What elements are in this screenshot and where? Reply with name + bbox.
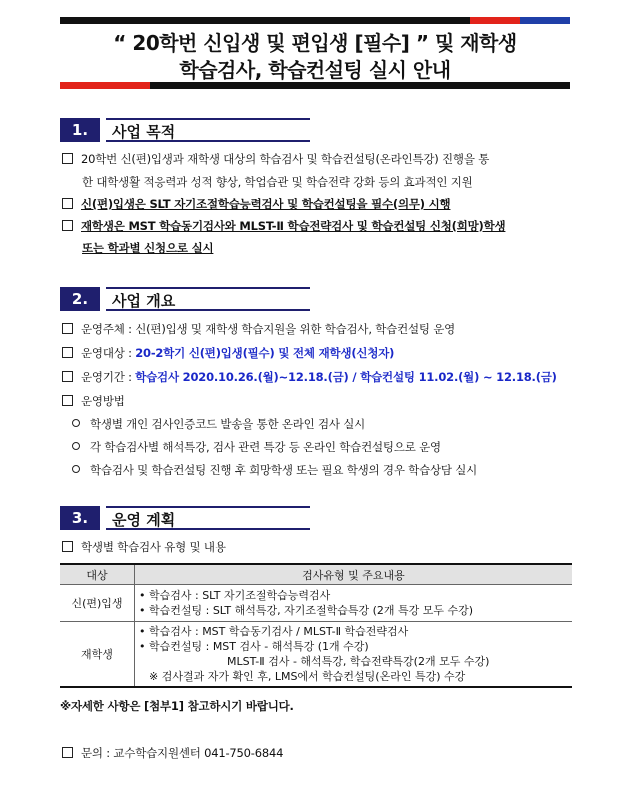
table-cell-target: 재학생	[60, 622, 135, 688]
content-line: • 학습검사 : MST 학습동기검사 / MLST-Ⅱ 학습전략검사	[139, 625, 409, 638]
table-row	[60, 585, 572, 622]
checkbox-square-icon	[62, 323, 73, 334]
content-line: • 학습컨설팅 : SLT 해석특강, 자기조절학습특강 (2개 특강 모두 수강)	[139, 604, 474, 617]
table-header-row	[60, 564, 572, 585]
content-line: ※ 검사결과 자가 확인 후, LMS에서 학습컨설팅(온라인 특강) 수강	[149, 670, 466, 683]
purpose-item-3: 재학생은 MST 학습동기검사와 MLST-Ⅱ 학습전략검사 및 학습컨설팅 신청(희망)학생	[62, 218, 505, 234]
purpose-item-1: 20학번 신(편)입생과 재학생 대상의 학습검사 및 학습컨설팅(온라인특강) 진행을 통	[62, 151, 489, 167]
purpose-item-2: 신(편)입생은 SLT 자기조절학습능력검사 및 학습컨설팅을 필수(의무) 시행	[62, 196, 450, 212]
checkbox-square-icon	[62, 347, 73, 358]
content-line: MLST-Ⅱ 검사 - 해석특강, 학습전략특강(2개 모두 수강)	[227, 655, 490, 668]
method-item: 각 학습검사별 해석특강, 검사 관련 특강 등 온라인 학습컨설팅으로 운영	[72, 439, 441, 455]
table-cell-target: 신(편)입생	[60, 585, 135, 622]
section-title: 사업 개요	[106, 287, 310, 311]
table-header-cell: 검사유형 및 주요내용	[135, 564, 573, 585]
contact-line: 문의 : 교수학습지원센터 041-750-6844	[62, 745, 283, 761]
attachment-note: ※자세한 사항은 [첨부1] 참고하시기 바랍니다.	[60, 699, 294, 713]
plan-intro: 학생별 학습검사 유형 및 내용	[62, 539, 226, 555]
table-cell-content	[135, 622, 573, 688]
section-number: 2.	[60, 287, 100, 311]
overview-method: 운영방법	[62, 393, 125, 409]
table-cell-content	[135, 585, 573, 622]
checkbox-square-icon	[62, 198, 73, 209]
section-header-1	[60, 118, 310, 144]
checkbox-square-icon	[62, 541, 73, 552]
checkbox-square-icon	[62, 220, 73, 231]
circle-bullet-icon	[72, 465, 80, 473]
plan-table	[60, 563, 572, 688]
overview-host: 운영주체 : 신(편)입생 및 재학생 학습지원을 위한 학습검사, 학습컨설팅 운영	[62, 321, 455, 337]
page-title-line1: “ 20학번 신입생 및 편입생 [필수] ” 및 재학생	[113, 31, 517, 55]
checkbox-square-icon	[62, 153, 73, 164]
checkbox-square-icon	[62, 395, 73, 406]
section-header-3	[60, 506, 310, 532]
section-header-2	[60, 287, 310, 313]
content-line: • 학습검사 : SLT 자기조절학습능력검사	[139, 589, 331, 602]
section-title: 운영 계획	[106, 506, 310, 530]
circle-bullet-icon	[72, 419, 80, 427]
overview-target: 운영대상 : 20-2학기 신(편)입생(필수) 및 전체 재학생(신청자)	[62, 345, 394, 361]
method-item: 학생별 개인 검사인증코드 발송을 통한 온라인 검사 실시	[72, 416, 365, 432]
circle-bullet-icon	[72, 442, 80, 450]
table-header-cell: 대상	[60, 564, 135, 585]
title-bottom-rule-red	[60, 82, 150, 89]
checkbox-square-icon	[62, 371, 73, 382]
title-top-rule-blue	[520, 17, 570, 24]
method-item: 학습검사 및 학습컨설팅 진행 후 희망학생 또는 필요 학생의 경우 학습상담 실시	[72, 462, 477, 478]
section-number: 1.	[60, 118, 100, 142]
purpose-item-3-cont: 또는 학과별 신청으로 실시	[82, 241, 214, 255]
section-number: 3.	[60, 506, 100, 530]
page-title-line2: 학습검사, 학습컨설팅 실시 안내	[179, 58, 451, 82]
section-title: 사업 목적	[106, 118, 310, 142]
overview-period: 운영기간 : 학습검사 2020.10.26.(월)~12.18.(금) / 학습컨설팅 11.02.(월) ~ 12.18.(금)	[62, 369, 557, 385]
purpose-item-1-cont: 한 대학생활 적응력과 성적 향상, 학업습관 및 학습전략 강화 등의 효과적인 지원	[82, 175, 473, 189]
content-line: • 학습컨설팅 : MST 검사 - 해석특강 (1개 수강)	[139, 640, 369, 653]
checkbox-square-icon	[62, 747, 73, 758]
table-row	[60, 622, 572, 688]
